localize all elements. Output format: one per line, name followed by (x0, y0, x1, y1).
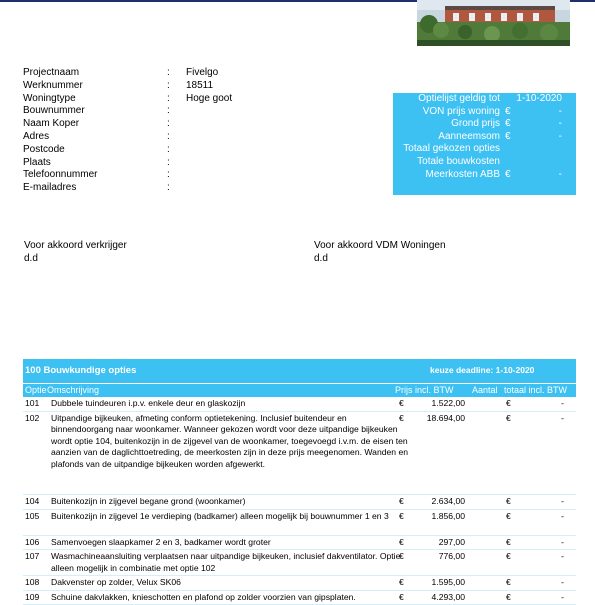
euro-sign: € (399, 577, 404, 589)
option-price: 776,00 (439, 551, 465, 563)
info-sep: : (167, 80, 170, 93)
option-price: 1.595,00 (432, 577, 465, 589)
info-sep: : (167, 118, 170, 131)
info-sep: : (167, 93, 170, 106)
table-row[interactable] (23, 495, 576, 510)
col-optie: Optie (25, 384, 47, 397)
option-description: Schuine dakvlakken, knieschotten en plafond op zolder voorzien van gipsplaten. (51, 592, 411, 604)
option-description: Uitpandige bijkeuken, afmeting conform optietekening. Inclusief buitendeur en binnendoorgang naar woonkamer. Wanneer gekozen wordt voor deze uitpandige bijkeuken wordt optie 104, buitenkozijn in de zijgevel van de woonkamer, toegevoegd i.v.m. de eisen ten aanzien van de daglichttoetreding, de meerkosten zijn in deze prijs meegenomen. Wanden en plafonds van de uitpandige bijkeuken worden afgewerkt. (51, 413, 411, 471)
info-label: Naam Koper (23, 118, 79, 131)
info-row-bouwnummer (23, 105, 323, 118)
euro-sign: € (399, 537, 404, 549)
price-row-grond (393, 118, 576, 131)
option-total: - (561, 551, 564, 563)
option-price: 18.694,00 (427, 413, 465, 425)
info-label: Bouwnummer (23, 105, 85, 118)
option-number: 109 (25, 592, 39, 604)
option-description: Wasmachineaansluiting verplaatsen naar uitpandige bijkeuken, inclusief dakventilator. Optie alleen mogelijk in combinatie met optie 102 (51, 551, 411, 574)
option-number: 106 (25, 537, 39, 549)
euro-sign: € (506, 413, 511, 425)
price-row-bouwkosten (393, 156, 576, 169)
option-number: 104 (25, 496, 39, 508)
price-value: - (559, 118, 562, 131)
signature-vdm-title: Voor akkoord VDM Woningen (314, 240, 446, 253)
price-summary-box (393, 93, 576, 195)
signature-buyer-title: Voor akkoord verkrijger (24, 240, 127, 253)
info-sep: : (167, 144, 170, 157)
option-total: - (561, 496, 564, 508)
euro-sign: € (505, 169, 511, 182)
option-total: - (561, 398, 564, 410)
table-row[interactable] (23, 591, 576, 605)
euro-sign: € (506, 398, 511, 410)
options-table-header (23, 359, 576, 383)
euro-sign: € (506, 537, 511, 549)
price-label: Totaal gekozen opties (403, 143, 500, 156)
table-row[interactable] (23, 576, 576, 591)
euro-sign: € (399, 551, 404, 563)
option-number: 101 (25, 398, 39, 410)
option-number: 102 (25, 413, 39, 425)
info-row-woningtype (23, 93, 323, 106)
option-description: Buitenkozijn in zijgevel 1e verdieping (badkamer) alleen mogelijk bij bouwnummer 1 en 3 (51, 511, 411, 523)
options-deadline: keuze deadline: 1-10-2020 (430, 365, 534, 375)
option-number: 107 (25, 551, 39, 563)
info-label: Plaats (23, 157, 51, 170)
euro-sign: € (399, 413, 404, 425)
euro-sign: € (506, 577, 511, 589)
project-photo (417, 0, 570, 46)
euro-sign: € (505, 131, 511, 144)
price-value: - (559, 131, 562, 144)
project-info (23, 67, 323, 195)
option-price: 297,00 (439, 537, 465, 549)
price-row-von (393, 106, 576, 119)
euro-sign: € (399, 511, 404, 523)
info-sep: : (167, 157, 170, 170)
price-label: Totale bouwkosten (417, 156, 500, 169)
option-description: Dakvenster op zolder, Velux SK06 (51, 577, 411, 589)
options-table-title: 100 Bouwkundige opties (25, 365, 136, 376)
info-row-plaats (23, 157, 323, 170)
option-price: 4.293,00 (432, 592, 465, 604)
signature-buyer-date[interactable]: d.d (24, 253, 127, 266)
info-sep: : (167, 169, 170, 182)
col-aantal: Aantal (472, 384, 498, 397)
info-row-postcode (23, 144, 323, 157)
option-description: Dubbele tuindeuren i.p.v. enkele deur en glaskozijn (51, 398, 411, 410)
option-total: - (561, 577, 564, 589)
info-label: Telefoonnummer (23, 169, 97, 182)
info-row-werknummer (23, 80, 323, 93)
euro-sign: € (506, 592, 511, 604)
option-number: 108 (25, 577, 39, 589)
price-label: VON prijs woning (423, 106, 500, 119)
table-row[interactable] (23, 536, 576, 551)
info-label: Projectnaam (23, 67, 79, 80)
info-row-emailadres (23, 182, 323, 195)
table-row[interactable] (23, 412, 576, 496)
option-price: 2.634,00 (432, 496, 465, 508)
col-prijs: Prijs incl. BTW (395, 384, 454, 397)
price-value: - (559, 169, 562, 182)
price-row-totaal-opties (393, 143, 576, 156)
euro-sign: € (506, 511, 511, 523)
option-total: - (561, 537, 564, 549)
euro-sign: € (505, 106, 511, 119)
options-table (23, 359, 576, 605)
option-total: - (561, 592, 564, 604)
option-description: Buitenkozijn in zijgevel begane grond (woonkamer) (51, 496, 411, 508)
info-sep: : (167, 105, 170, 118)
info-sep: : (167, 182, 170, 195)
info-row-projectnaam (23, 67, 323, 80)
price-value: - (559, 106, 562, 119)
signature-buyer (24, 240, 127, 265)
info-row-telefoonnummer (23, 169, 323, 182)
price-label: Meerkosten ABB (426, 169, 500, 182)
info-label: Woningtype (23, 93, 76, 106)
signature-vdm-date[interactable]: d.d (314, 253, 446, 266)
price-row-geldig-tot (393, 93, 576, 106)
price-row-aanneemsom (393, 131, 576, 144)
info-row-naam-koper (23, 118, 323, 131)
signature-vdm (314, 240, 446, 265)
col-totaal: totaal incl. BTW (504, 384, 567, 397)
table-row[interactable] (23, 550, 576, 576)
euro-sign: € (399, 592, 404, 604)
euro-sign: € (506, 551, 511, 563)
price-row-meerkosten-abb (393, 169, 576, 182)
info-label: Postcode (23, 144, 65, 157)
option-number: 105 (25, 511, 39, 523)
option-total: - (561, 511, 564, 523)
option-price: 1.856,00 (432, 511, 465, 523)
price-value: 1-10-2020 (516, 93, 562, 106)
options-column-headers (23, 384, 576, 397)
price-label: Optielijst geldig tot (418, 93, 500, 106)
options-rows (23, 397, 576, 605)
col-omschrijving: Omschrijving (47, 384, 99, 397)
info-label: Adres (23, 131, 49, 144)
info-row-adres (23, 131, 323, 144)
info-label: E-mailadres (23, 182, 76, 195)
option-price: 1.522,00 (432, 398, 465, 410)
info-label: Werknummer (23, 80, 83, 93)
info-sep: : (167, 67, 170, 80)
table-row[interactable] (23, 510, 576, 536)
euro-sign: € (505, 118, 511, 131)
option-description: Samenvoegen slaapkamer 2 en 3, badkamer wordt groter (51, 537, 411, 549)
price-label: Grond prijs (451, 118, 500, 131)
table-row[interactable] (23, 397, 576, 412)
price-label: Aanneemsom (438, 131, 500, 144)
info-sep: : (167, 131, 170, 144)
euro-sign: € (399, 496, 404, 508)
info-value: Hoge goot (186, 93, 232, 106)
info-value: 18511 (186, 80, 213, 93)
info-value: Fivelgo (186, 67, 218, 80)
euro-sign: € (506, 496, 511, 508)
option-total: - (561, 413, 564, 425)
euro-sign: € (399, 398, 404, 410)
